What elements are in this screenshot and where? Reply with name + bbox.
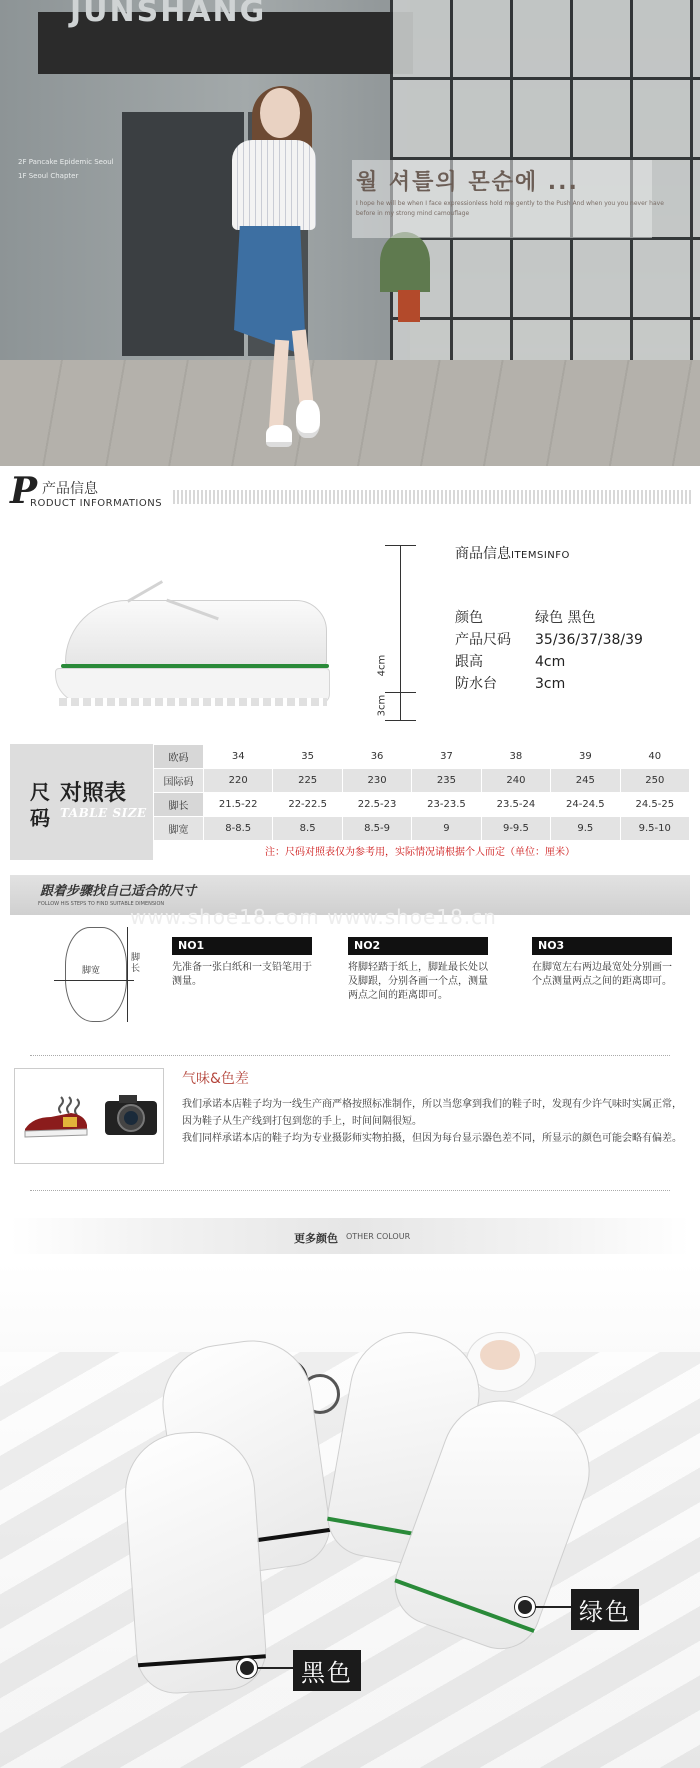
divider	[30, 1190, 670, 1191]
size-table-row	[154, 769, 690, 793]
scale-tick	[385, 720, 416, 721]
smell-color-text	[182, 1096, 682, 1147]
korean-subtitle: I hope he will be when I face expressionless hold me gently to the Push And when you you never have before in my strong mind camouflage	[356, 200, 664, 217]
spec-row	[455, 651, 565, 671]
size-table-cell: 235	[412, 769, 481, 793]
spec-row	[455, 607, 595, 627]
measure-steps	[10, 875, 690, 1025]
green-label-line	[535, 1606, 571, 1608]
smell-color-icons	[14, 1068, 164, 1164]
black-label-line	[257, 1667, 293, 1669]
model-shoe	[296, 400, 320, 438]
product-shoe-image	[55, 580, 330, 720]
spec-key: 跟高	[455, 654, 483, 670]
size-table-row	[154, 745, 690, 769]
camera-icon	[103, 1091, 159, 1139]
model-shirt	[232, 140, 316, 230]
size-table-cell: 34	[204, 745, 273, 769]
size-table-row	[154, 817, 690, 841]
spec-row	[455, 629, 643, 649]
black-shoe	[121, 1428, 269, 1696]
size-chart-title-main: 对照表	[60, 781, 127, 806]
size-chart-title-en: TABLE SIZE	[60, 806, 147, 820]
size-table-cell: 240	[481, 769, 550, 793]
size-table-cell: 225	[273, 769, 342, 793]
spec-key: 颜色	[455, 610, 483, 626]
spec-value: 4cm	[535, 654, 566, 670]
spec-key: 产品尺码	[455, 632, 511, 648]
foot-width-line	[54, 980, 134, 981]
size-table-cell: 8.5	[273, 817, 342, 841]
step-heading: NO3	[532, 937, 672, 955]
size-table-row-label: 脚宽	[154, 817, 204, 841]
step-text: 先准备一张白纸和一支铅笔用于测量。	[172, 962, 312, 987]
size-table-cell: 36	[342, 745, 411, 769]
specs-title	[455, 543, 570, 563]
size-table-cell: 40	[620, 745, 689, 769]
size-table-row-label: 国际码	[154, 769, 204, 793]
smell-color-title: 气味&色差	[182, 1071, 249, 1087]
size-table-cell: 9.5	[551, 817, 620, 841]
height-scale-line	[400, 545, 401, 721]
plant-pot	[398, 290, 420, 322]
smell-paragraph: 我们承诺本店鞋子均为一线生产商严格按照标准制作，所以当您拿到我们的鞋子时，发现有少许气味时实属正常，因为鞋子从生产线到打包到您的手上，时间间隔很短。	[182, 1099, 682, 1127]
hero-banner	[0, 0, 700, 466]
color-paragraph: 我们同样承诺本店的鞋子均为专业摄影师实物拍摄，但因为每台显示器色差不同，所显示的颜色可能会略有偏差。	[182, 1133, 682, 1144]
shoe-tread	[59, 698, 327, 706]
model-face	[260, 88, 300, 138]
floor-sign-line: 2F Pancake Epidemic Seoul	[18, 158, 114, 166]
divider	[30, 1055, 670, 1056]
model-shoe	[266, 425, 292, 447]
spec-row	[455, 673, 565, 693]
step-heading: NO1	[172, 937, 312, 955]
step-text: 将脚轻踏于纸上，脚趾最长处以及脚跟，分别各画一个点，测量两点之间的距离即可。	[348, 962, 488, 1001]
green-color-label: 绿色	[571, 1589, 639, 1630]
size-table-cell: 39	[551, 745, 620, 769]
foot-length-line	[127, 927, 128, 1022]
size-table-cell: 22.5-23	[342, 793, 411, 817]
size-table-cell: 250	[620, 769, 689, 793]
spec-key: 防水台	[455, 676, 497, 692]
size-chart	[10, 744, 690, 860]
foot-width-label: 脚宽	[82, 966, 101, 976]
spec-value: 35/36/37/38/39	[535, 632, 643, 648]
size-chart-title-a: 尺	[30, 780, 50, 804]
sneaker-icon	[23, 1095, 91, 1139]
more-colors-header	[10, 1218, 690, 1254]
scale-tick	[385, 692, 416, 693]
rose	[480, 1340, 520, 1370]
black-color-label: 黑色	[293, 1650, 361, 1691]
size-chart-title-b: 码	[30, 806, 50, 830]
specs-title-cn: 商品信息	[455, 546, 511, 562]
size-table-cell: 23.5-24	[481, 793, 550, 817]
size-table-cell: 23-23.5	[412, 793, 481, 817]
size-table-cell: 24-24.5	[551, 793, 620, 817]
shoe-green-stripe	[61, 664, 329, 668]
watermark: www.shoe18.com www.shoe18.cn	[130, 905, 497, 929]
step-text: 在脚宽左右两边最宽处分别画一个点测量两点之间的距离即可。	[532, 962, 672, 987]
korean-title: 월 셔틀의 몬순에 ...	[356, 170, 579, 195]
platform-height-label: 3cm	[376, 694, 388, 717]
measure-title: 跟着步骤找自己适合的尺寸	[40, 884, 197, 899]
color-variants-photo	[0, 1262, 700, 1768]
spec-value: 绿色 黑色	[535, 610, 596, 626]
measure-subtitle: FOLLOW HIS STEPS TO FIND SUITABLE DIMENSION	[38, 901, 165, 907]
size-table-cell: 9	[412, 817, 481, 841]
size-table	[153, 744, 690, 841]
size-table-cell: 8-8.5	[204, 817, 273, 841]
heel-height-label: 4cm	[376, 654, 388, 677]
more-colors-title-en: OTHER COLOUR	[346, 1232, 411, 1241]
size-table-cell: 22-22.5	[273, 793, 342, 817]
size-chart-title-block	[10, 744, 153, 860]
foot-length-label: 脚长	[131, 953, 141, 974]
spec-value: 3cm	[535, 676, 566, 692]
green-label-dot	[515, 1597, 535, 1617]
size-table-cell: 24.5-25	[620, 793, 689, 817]
header-letter: P	[10, 470, 38, 512]
more-colors-title-cn: 更多颜色	[294, 1232, 338, 1245]
header-title-cn: 产品信息	[42, 481, 98, 497]
floor-sign	[18, 155, 118, 183]
size-table-cell: 21.5-22	[204, 793, 273, 817]
step-heading: NO2	[348, 937, 488, 955]
black-label-dot	[237, 1658, 257, 1678]
glass-door	[122, 112, 244, 356]
specs-title-en: ITEMSINFO	[511, 550, 570, 561]
plant	[380, 232, 430, 292]
floor-tiles	[0, 360, 700, 466]
size-table-cell: 8.5-9	[342, 817, 411, 841]
size-table-row-label: 欧码	[154, 745, 204, 769]
product-info-header	[8, 470, 692, 510]
size-table-cell: 245	[551, 769, 620, 793]
size-table-row	[154, 793, 690, 817]
size-table-cell: 220	[204, 769, 273, 793]
size-table-cell: 230	[342, 769, 411, 793]
size-table-cell: 9.5-10	[620, 817, 689, 841]
size-table-cell: 35	[273, 745, 342, 769]
size-table-cell: 37	[412, 745, 481, 769]
floor-sign-line: 1F Seoul Chapter	[18, 172, 79, 180]
store-name: JUNSHANG	[70, 0, 267, 29]
scale-tick	[385, 545, 416, 546]
header-stripe	[173, 490, 692, 504]
size-table-cell: 9-9.5	[481, 817, 550, 841]
size-table-row-label: 脚长	[154, 793, 204, 817]
header-title-en: RODUCT INFORMATIONS	[30, 498, 163, 509]
size-note: 注：尺码对照表仅为参考用，实际情况请根据个人而定（单位：厘米）	[265, 847, 575, 858]
size-table-cell: 38	[481, 745, 550, 769]
